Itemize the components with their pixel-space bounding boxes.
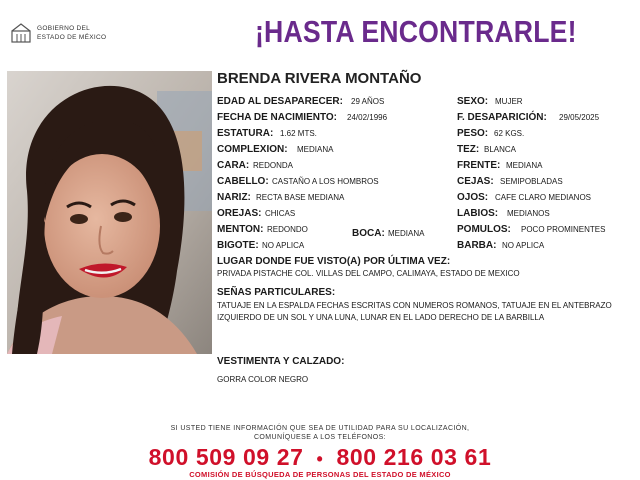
contact-notice-line1: SI USTED TIENE INFORMACIÓN QUE SEA DE UTILIDAD PARA SU LOCALIZACIÓN, — [170, 425, 470, 432]
value-cejas: SEMIPOBLADAS — [500, 177, 563, 186]
label-bigote: BIGOTE: — [217, 240, 259, 251]
value-menton: REDONDO — [267, 225, 308, 234]
label-pomulos: POMULOS: — [457, 224, 511, 235]
value-marks: TATUAJE EN LA ESPALDA FECHAS ESCRITAS CON NUMEROS ROMANOS, TATUAJE EN EL ANTEBRAZO IZQUIERDO DE UN SOL Y UNA LUNA, LUNAR EN EL LADO DERECHO DE LA BARBILLA — [217, 301, 612, 322]
phone-separator: • — [316, 449, 324, 469]
label-clothing: VESTIMENTA Y CALZADO: — [217, 356, 345, 367]
label-menton: MENTON: — [217, 224, 264, 235]
label-nacimiento: FECHA DE NACIMIENTO: — [217, 112, 337, 123]
label-desaparicion: F. DESAPARICIÓN: — [457, 112, 547, 123]
phone-1[interactable]: 800 509 09 27 — [148, 444, 304, 470]
value-sexo: MUJER — [495, 97, 523, 106]
value-cabello: CASTAÑO A LOS HOMBROS — [272, 177, 379, 186]
value-barba: NO APLICA — [502, 241, 545, 250]
state-emblem-icon — [10, 22, 32, 44]
person-name: BRENDA RIVERA MONTAÑO — [217, 70, 422, 87]
label-estatura: ESTATURA: — [217, 128, 274, 139]
value-cara: REDONDA — [253, 161, 294, 170]
value-nariz: RECTA BASE MEDIANA — [256, 193, 345, 202]
value-labios: MEDIANOS — [507, 209, 550, 218]
phone-2[interactable]: 800 216 03 61 — [336, 444, 492, 470]
label-sexo: SEXO: — [457, 96, 489, 107]
label-boca: BOCA: — [352, 228, 385, 239]
value-boca: MEDIANA — [388, 229, 425, 238]
label-nariz: NARIZ: — [217, 192, 251, 203]
value-ojos: CAFE CLARO MEDIANOS — [495, 193, 592, 202]
portrait-photo — [7, 71, 212, 354]
label-frente: FRENTE: — [457, 160, 501, 171]
label-cara: CARA: — [217, 160, 250, 171]
contact-notice-line2: COMUNÍQUESE A LOS TELÉFONOS: — [253, 434, 387, 441]
value-tez: BLANCA — [484, 145, 517, 154]
portrait-photo-icon — [7, 71, 212, 354]
value-clothing: GORRA COLOR NEGRO — [217, 375, 309, 384]
value-desaparicion: 29/05/2025 — [559, 113, 600, 122]
label-last-seen: LUGAR DONDE FUE VISTO(A) POR ÚLTIMA VEZ: — [217, 256, 451, 267]
value-frente: MEDIANA — [506, 161, 543, 170]
label-cejas: CEJAS: — [457, 176, 494, 187]
label-complexion: COMPLEXION: — [217, 144, 288, 155]
logo-text-line1: GOBIERNO DEL — [37, 25, 91, 32]
label-ojos: OJOS: — [457, 192, 489, 203]
value-orejas: CHICAS — [265, 209, 296, 218]
value-estatura: 1.62 MTS. — [280, 129, 317, 138]
label-cabello: CABELLO: — [217, 176, 269, 187]
value-bigote: NO APLICA — [262, 241, 305, 250]
logo-text-line2: ESTADO DE MÉXICO — [37, 34, 107, 41]
label-edad: EDAD AL DESAPARECER: — [217, 96, 343, 107]
label-labios: LABIOS: — [457, 208, 499, 219]
value-complexion: MEDIANA — [297, 145, 334, 154]
value-peso: 62 KGS. — [494, 129, 525, 138]
headline: ¡HASTA ENCONTRARLE! — [255, 14, 577, 49]
value-nacimiento: 24/02/1996 — [347, 113, 388, 122]
label-tez: TEZ: — [457, 144, 480, 155]
government-logo — [10, 22, 120, 46]
label-peso: PESO: — [457, 128, 489, 139]
label-barba: BARBA: — [457, 240, 497, 251]
phone-numbers — [0, 444, 640, 471]
label-marks: SEÑAS PARTICULARES: — [217, 287, 336, 298]
value-last-seen: PRIVADA PISTACHE COL. VILLAS DEL CAMPO, CALIMAYA, ESTADO DE MEXICO — [217, 269, 520, 278]
label-orejas: OREJAS: — [217, 208, 262, 219]
commission-footer: COMISIÓN DE BÚSQUEDA DE PERSONAS DEL ESTADO DE MÉXICO — [189, 470, 451, 479]
value-edad: 29 AÑOS — [351, 97, 385, 106]
value-pomulos: POCO PROMINENTES — [521, 225, 606, 234]
